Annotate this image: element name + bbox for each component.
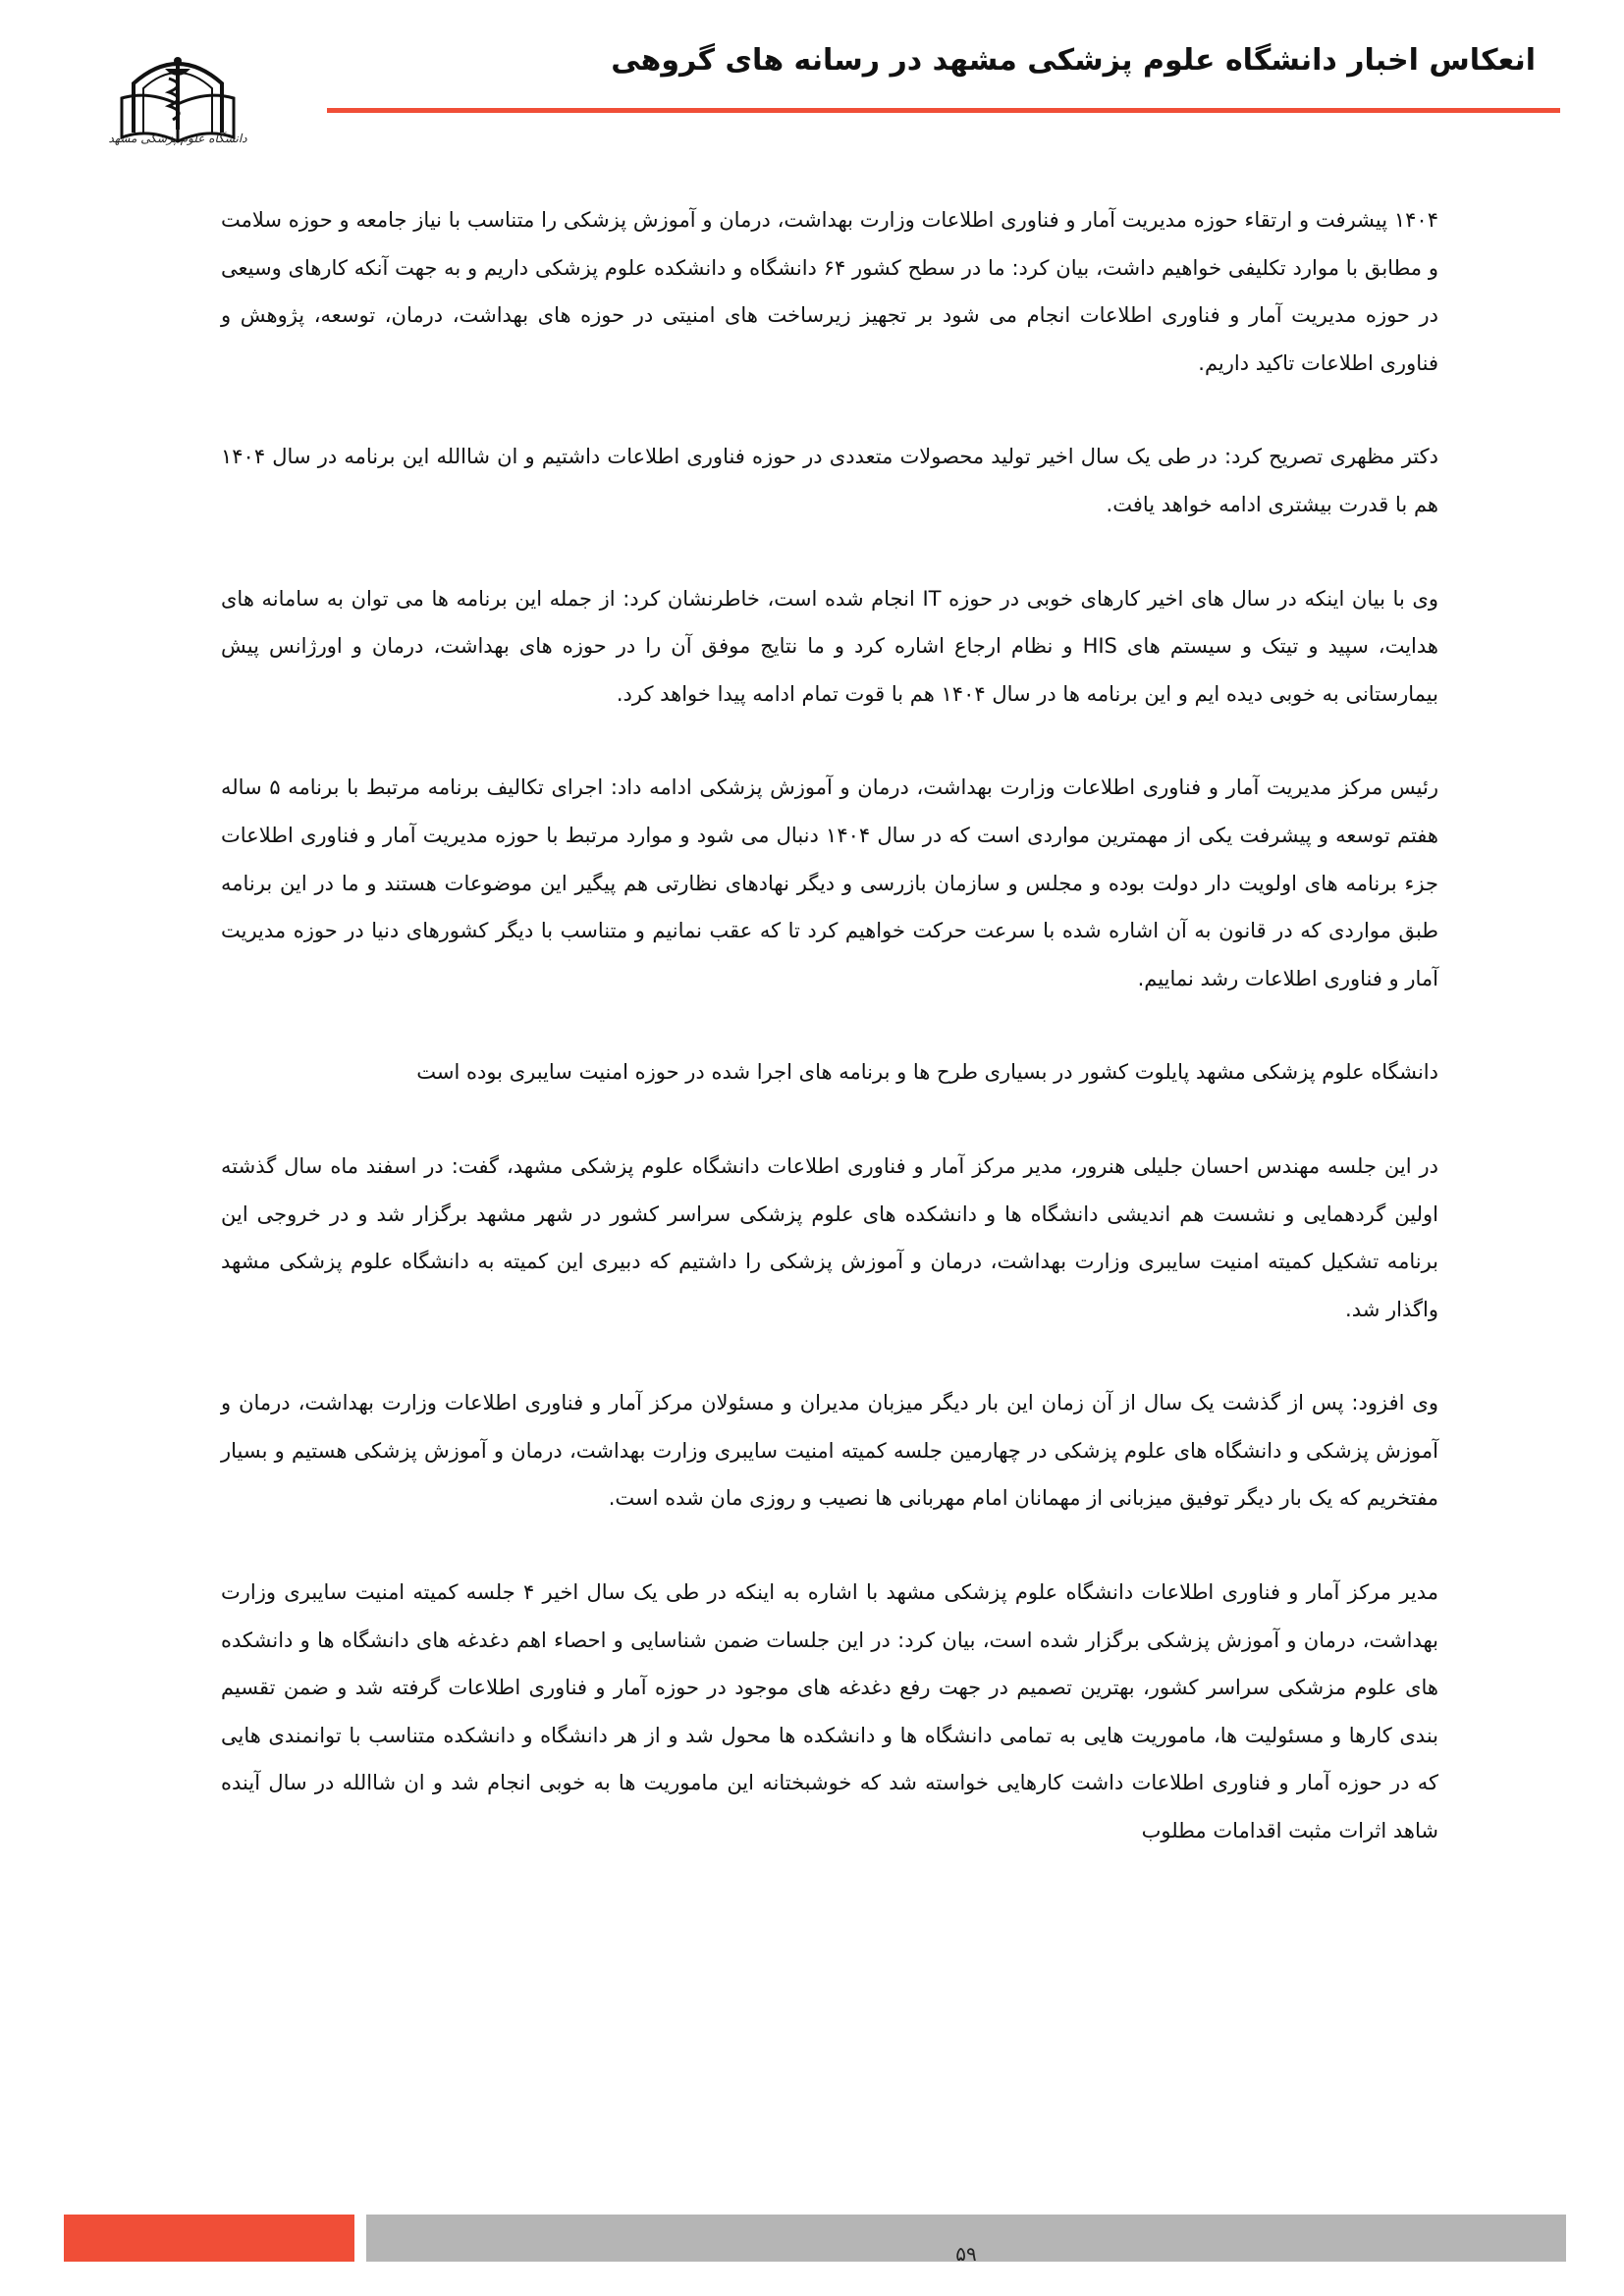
university-logo xyxy=(104,39,251,167)
page-number: ۵۹ xyxy=(955,2242,977,2266)
paragraph: دانشگاه علوم پزشکی مشهد پایلوت کشور در بسیاری طرح ها و برنامه های اجرا شده در حوزه امنیت سایبری بوده است xyxy=(416,1060,1438,1085)
university-emblem-icon xyxy=(104,39,251,167)
page-header-title: انعکاس اخبار دانشگاه علوم پزشکی مشهد در رسانه های گروهی xyxy=(611,43,1536,78)
paragraph: دکتر مظهری تصریح کرد: در طی یک سال اخیر تولید محصولات متعددی در حوزه فناوری اطلاعات داشتیم و ان شاالله این برنامه در سال ۱۴۰۴ هم با قدرت بیشتری ادامه خواهد یافت. xyxy=(221,445,1438,516)
paragraph: مدیر مرکز آمار و فناوری اطلاعات دانشگاه علوم پزشکی مشهد با اشاره به اینکه در طی یک سال اخیر ۴ جلسه کمیته امنیت سایبری وزارت بهداشت، درمان و آموزش پزشکی برگزار شده است، بیان کرد: در این جلسات ضمن شناسایی و احصاء اهم دغدغه های دانشگاه ها و دانشکده های علوم مزشکی سراسر کشور، بهترین تصمیم در جهت رفع دغدغه های موجود در حوزه آمار و فناوری اطلاعات گرفته شد و ضمن تقسیم بندی کارها و مسئولیت ها، ماموریت هایی به تمامی دانشگاه ها و دانشکده ها محول شد و از هر دانشگاه و دانشکده متناسب با توانمندی هایی که در حوزه آمار و فناوری اطلاعات داشت کارهایی خواسته شد که خوشبختانه این ماموریت ها به خوبی انجام شد و ان شاالله در سال آینده شاهد اثرات مثبت اقدامات مطلوب xyxy=(221,1580,1438,1843)
paragraph: وی با بیان اینکه در سال های اخیر کارهای خوبی در حوزه IT انجام شده است، خاطرنشان کرد: از جمله این برنامه ها می توان به سامانه های هدایت، سپید و تیتک و سیستم های HIS و نظام ارجاع اشاره کرد و ما نتایج موفق آن را در حوزه های بهداشت، درمان و اورژانس پیش بیمارستانی به خوبی دیده ایم و این برنامه ها در سال ۱۴۰۴ هم با قوت تمام ادامه پیدا خواهد کرد. xyxy=(221,586,1438,706)
article-body xyxy=(221,196,1438,1901)
paragraph: در این جلسه مهندس احسان جلیلی هنرور، مدیر مرکز آمار و فناوری اطلاعات دانشگاه علوم پزشکی مشهد، گفت: در اسفند ماه سال گذشته اولین گردهمایی و نشست هم اندیشی دانشگاه ها و دانشکده های علوم پزشکی سراسر کشور در شهر مشهد برگزار شد و در خروجی این برنامه تشکیل کمیته امنیت سایبری وزارت بهداشت، درمان و آموزش پزشکی را داشتیم که دبیری این کمیته به دانشگاه علوم پزشکی مشهد واگذار شد. xyxy=(221,1153,1438,1321)
logo-caption: دانشگاه علوم پزشکی مشهد xyxy=(108,132,247,145)
paragraph: وی افزود: پس از گذشت یک سال از آن زمان این بار دیگر میزبان مدیران و مسئولان مرکز آمار و فناوری اطلاعات وزارت بهداشت، درمان و آموزش پزشکی و دانشگاه های علوم پزشکی در چهارمین جلسه کمیته امنیت سایبری وزارت بهداشت، درمان و آموزش پزشکی هستیم و بسیار مفتخریم که یک بار دیگر توفیق میزبانی از مهمانان امام مهربانی ها نصیب و روزی مان شده است. xyxy=(221,1391,1438,1511)
header-divider xyxy=(327,108,1560,113)
paragraph: رئیس مرکز مدیریت آمار و فناوری اطلاعات وزارت بهداشت، درمان و آموزش پزشکی ادامه داد: اجرای تکالیف برنامه مرتبط با برنامه ۵ ساله هفتم توسعه و پیشرفت یکی از مهمترین مواردی است که در سال ۱۴۰۴ دنبال می شود و موارد مرتبط با حوزه مدیریت آمار و فناوری اطلاعات جزء برنامه های اولویت دار دولت بوده و مجلس و سازمان بازرسی و دیگر نهادهای نظارتی هم پیگیر این موضوعات هستند و ما در این برنامه طبق مواردی که در قانون به آن اشاره شده با سرعت حرکت خواهیم کرد تا که عقب نمانیم و متناسب با دیگر کشورهای دنیا در حوزه مدیریت آمار و فناوری اطلاعات رشد نماییم. xyxy=(221,775,1439,990)
footer-red-bar xyxy=(64,2215,354,2262)
paragraph: ۱۴۰۴ پیشرفت و ارتقاء حوزه مدیریت آمار و فناوری اطلاعات وزارت بهداشت، درمان و آموزش پزشکی را متناسب با نیاز جامعه و حوزه سلامت و مطابق با موارد تکلیفی خواهیم داشت، بیان کرد: ما در سطح کشور ۶۴ دانشگاه و دانشکده علوم پزشکی داریم و به جهت آنکه کارهای وسیعی در حوزه مدیریت آمار و فناوری اطلاعات انجام می شود بر تجهیز زیرساخت های امنیتی در حوزه های بهداشت، درمان، توسعه، پژوهش و فناوری اطلاعات تاکید داریم. xyxy=(221,208,1438,375)
